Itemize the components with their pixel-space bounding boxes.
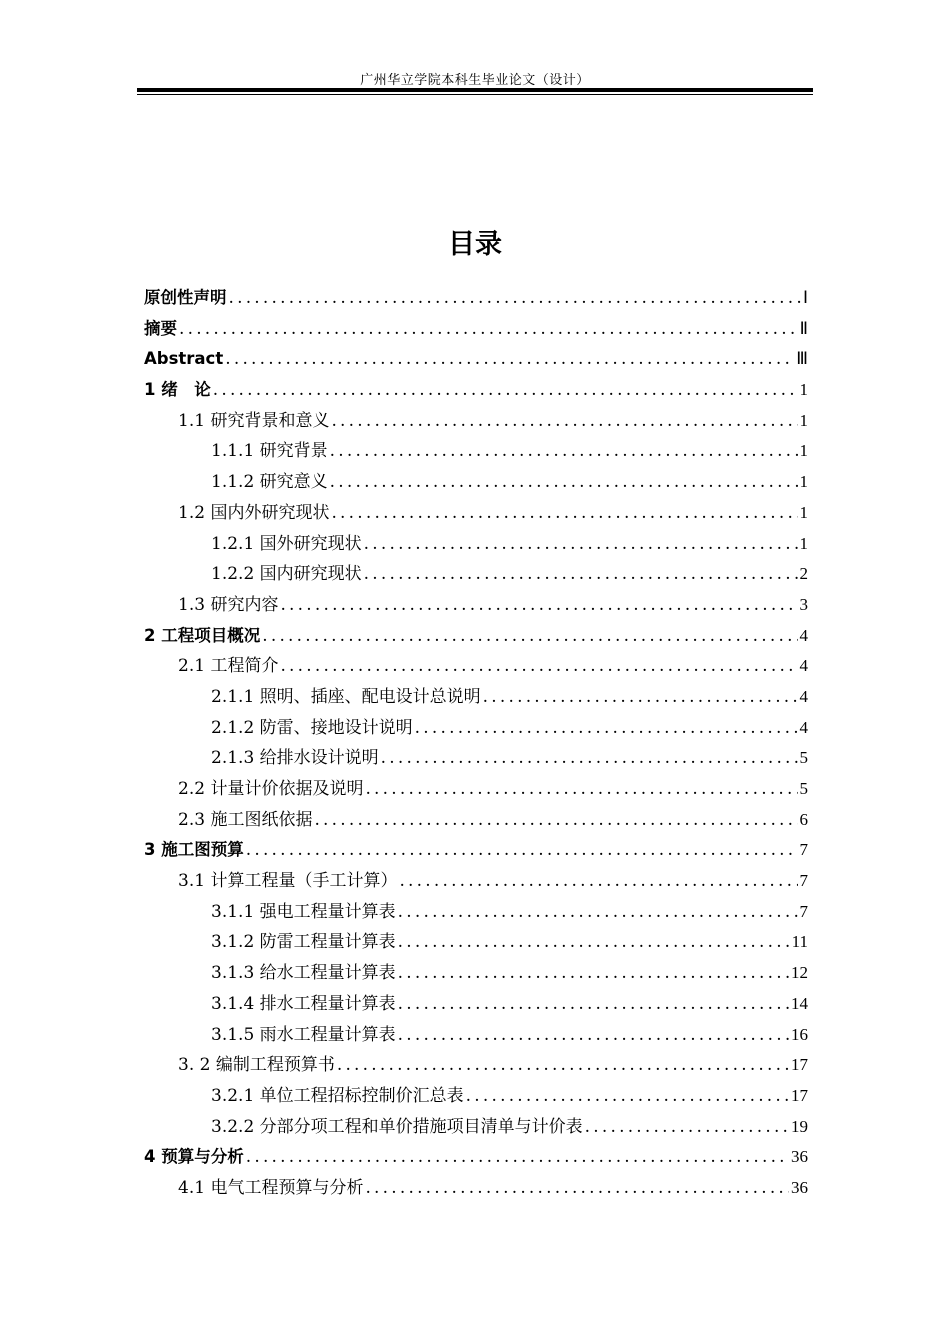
- toc-entry[interactable]: [144, 866, 808, 897]
- toc-entry-label: 4 预算与分析: [144, 1147, 244, 1167]
- toc-entry-page: 12: [791, 963, 808, 983]
- toc-entry[interactable]: [144, 590, 808, 621]
- toc-entry[interactable]: [144, 805, 808, 836]
- toc-leader-dots: [331, 406, 797, 437]
- toc-entry-label: 2.1.2 防雷、接地设计说明: [211, 717, 413, 738]
- toc-entry-label: 3.1 计算工程量（手工计算）: [178, 871, 398, 892]
- toc-leader-dots: [398, 1020, 789, 1051]
- toc-entry[interactable]: [144, 559, 808, 590]
- toc-entry-page: 3: [799, 594, 808, 614]
- toc-entry-page: 14: [791, 993, 808, 1013]
- toc-entry[interactable]: [144, 835, 808, 866]
- toc-entry[interactable]: [144, 1142, 808, 1173]
- toc-entry[interactable]: [144, 958, 808, 989]
- toc-entry-label: 2.2 计量计价依据及说明: [178, 779, 364, 799]
- toc-entry-label: 1.2 国内外研究现状: [178, 502, 330, 523]
- toc-entry-page: 5: [799, 748, 808, 768]
- toc-entry[interactable]: [144, 989, 808, 1020]
- toc-entry-page: 4: [799, 625, 808, 645]
- toc-entry[interactable]: [144, 344, 808, 375]
- toc-entry-label: 3.1.5 雨水工程量计算表: [211, 1024, 396, 1045]
- toc-entry-label: 摘要: [144, 318, 177, 338]
- toc-leader-dots: [398, 989, 789, 1020]
- toc-entry[interactable]: [144, 406, 808, 437]
- toc-entry[interactable]: [144, 375, 808, 406]
- toc-entry-label: 1.1 研究背景和意义: [178, 410, 330, 431]
- toc-entry[interactable]: [144, 1081, 808, 1112]
- toc-entry[interactable]: [144, 529, 808, 560]
- table-of-contents: [144, 283, 808, 1204]
- toc-entry-page: Ⅲ: [796, 349, 808, 369]
- toc-entry-label: 1.1.1 研究背景: [211, 441, 328, 462]
- toc-entry-page: 16: [791, 1024, 808, 1044]
- toc-leader-dots: [398, 897, 798, 928]
- header-rule-thin: [137, 94, 813, 95]
- toc-leader-dots: [364, 529, 798, 560]
- toc-leader-dots: [337, 1050, 789, 1081]
- toc-entry-page: 2: [799, 564, 808, 584]
- toc-entry[interactable]: [144, 651, 808, 682]
- toc-leader-dots: [399, 866, 797, 897]
- toc-leader-dots: [365, 774, 797, 805]
- toc-entry-label: 3.1.3 给水工程量计算表: [211, 963, 396, 984]
- toc-entry[interactable]: [144, 713, 808, 744]
- toc-entry[interactable]: [144, 897, 808, 928]
- toc-leader-dots: [179, 314, 798, 345]
- toc-entry[interactable]: [144, 467, 808, 498]
- toc-entry[interactable]: [144, 774, 808, 805]
- toc-leader-dots: [280, 651, 797, 682]
- toc-leader-dots: [415, 713, 798, 744]
- toc-entry-label: 2.1.1 照明、插座、配电设计总说明: [211, 686, 481, 707]
- toc-entry-page: 36: [791, 1177, 808, 1197]
- toc-entry[interactable]: [144, 927, 808, 958]
- toc-entry-label: 4.1 电气工程预算与分析: [178, 1177, 364, 1198]
- toc-entry-page: Ⅰ: [802, 288, 808, 307]
- toc-entry-label: 3.1.2 防雷工程量计算表: [211, 932, 396, 953]
- toc-leader-dots: [364, 559, 798, 590]
- toc-entry-page: Ⅱ: [799, 318, 808, 338]
- toc-entry-page: 1: [799, 502, 808, 522]
- toc-leader-dots: [213, 375, 798, 406]
- toc-entry-page: 1: [799, 380, 808, 400]
- toc-entry-page: 19: [791, 1116, 808, 1136]
- toc-leader-dots: [330, 436, 798, 467]
- toc-entry[interactable]: [144, 743, 808, 774]
- toc-entry-page: 4: [799, 686, 808, 706]
- toc-entry[interactable]: [144, 436, 808, 467]
- toc-entry[interactable]: [144, 1020, 808, 1051]
- toc-leader-dots: [280, 590, 797, 621]
- toc-entry[interactable]: [144, 283, 808, 314]
- toc-leader-dots: [246, 1142, 789, 1173]
- toc-leader-dots: [466, 1081, 789, 1112]
- toc-entry[interactable]: [144, 498, 808, 529]
- toc-entry-label: 1.3 研究内容: [178, 594, 279, 615]
- toc-leader-dots: [398, 927, 790, 958]
- toc-entry-page: 11: [791, 932, 808, 952]
- toc-leader-dots: [330, 467, 798, 498]
- toc-entry[interactable]: [144, 1050, 808, 1081]
- toc-leader-dots: [398, 958, 789, 989]
- toc-entry[interactable]: [144, 314, 808, 345]
- toc-entry-page: 7: [799, 901, 808, 921]
- toc-entry-page: 36: [791, 1147, 808, 1167]
- toc-leader-dots: [229, 283, 801, 314]
- toc-entry-label: 2.1.3 给排水设计说明: [211, 748, 379, 769]
- toc-entry-label: 1.2.1 国外研究现状: [211, 533, 362, 554]
- toc-entry-label: 2.3 施工图纸依据: [178, 809, 313, 830]
- toc-leader-dots: [262, 621, 797, 652]
- toc-entry-page: 7: [799, 871, 808, 891]
- toc-leader-dots: [585, 1112, 789, 1143]
- toc-entry-label: 3. 2 编制工程预算书: [178, 1055, 335, 1076]
- toc-entry-label: 1.1.2 研究意义: [211, 472, 328, 493]
- header-rule-thick: [137, 88, 813, 92]
- toc-entry[interactable]: [144, 621, 808, 652]
- toc-entry-page: 17: [791, 1085, 808, 1105]
- toc-entry-page: 1: [799, 441, 808, 461]
- toc-entry-page: 4: [799, 656, 808, 676]
- toc-title: 目录: [448, 229, 502, 260]
- toc-entry-page: 6: [799, 809, 808, 829]
- toc-entry-label: Abstract: [144, 349, 224, 369]
- toc-entry-label: 原创性声明: [144, 288, 227, 307]
- toc-entry-label: 3.1.1 强电工程量计算表: [211, 901, 396, 922]
- toc-entry-label: 3.2.2 分部分项工程和单价措施项目清单与计价表: [211, 1116, 583, 1137]
- toc-entry[interactable]: [144, 1173, 808, 1204]
- toc-leader-dots: [331, 498, 797, 529]
- toc-entry-page: 1: [799, 533, 808, 553]
- toc-leader-dots: [246, 835, 798, 866]
- toc-entry-label: 3.1.4 排水工程量计算表: [211, 993, 396, 1014]
- toc-entry-label: 3 施工图预算: [144, 840, 244, 860]
- toc-entry[interactable]: [144, 1112, 808, 1143]
- toc-leader-dots: [225, 344, 794, 375]
- toc-entry-page: 17: [791, 1055, 808, 1075]
- toc-entry-label: 1.2.2 国内研究现状: [211, 564, 362, 585]
- toc-entry-page: 5: [799, 779, 808, 798]
- toc-leader-dots: [483, 682, 798, 713]
- toc-entry-label: 2.1 工程简介: [178, 656, 279, 677]
- toc-entry-label: 3.2.1 单位工程招标控制价汇总表: [211, 1085, 464, 1106]
- toc-leader-dots: [381, 743, 798, 774]
- toc-entry-label: 1 绪 论: [144, 380, 211, 400]
- toc-leader-dots: [314, 805, 797, 836]
- toc-entry-page: 1: [799, 472, 808, 492]
- toc-entry-label: 2 工程项目概况: [144, 625, 261, 645]
- toc-entry[interactable]: [144, 682, 808, 713]
- header-text: 广州华立学院本科生毕业论文（设计）: [360, 73, 590, 88]
- toc-entry-page: 1: [799, 410, 808, 430]
- toc-entry-page: 4: [799, 717, 808, 737]
- toc-leader-dots: [365, 1173, 789, 1204]
- toc-entry-page: 7: [799, 840, 808, 860]
